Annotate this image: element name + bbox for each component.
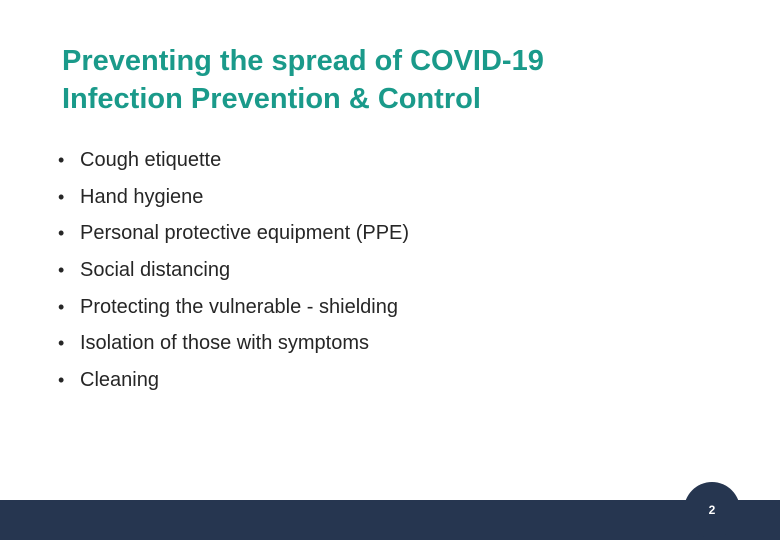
bullet-list [58,142,718,399]
bullet-icon: • [58,369,65,390]
page-number-badge [684,482,740,538]
bullet-icon: • [58,186,65,207]
bullet-icon: • [58,259,65,280]
bullet-text: Personal protective equipment (PPE) [80,222,410,245]
title-line-2: Infection Prevention & Control [62,83,481,115]
bullet-text: Cleaning [80,368,159,391]
bullet-text: Isolation of those with symptoms [80,332,370,355]
list-item [58,289,718,326]
list-item [58,325,718,362]
list-item [58,179,718,216]
bullet-icon: • [58,296,65,317]
title-line-1: Preventing the spread of COVID-19 [62,45,544,77]
bullet-text: Cough etiquette [80,148,222,171]
bullet-text: Hand hygiene [80,185,204,208]
list-item [58,252,718,289]
slide-title [62,42,742,118]
footer-bar [0,500,780,540]
list-item [58,362,718,399]
bullet-icon: • [58,333,65,354]
list-item [58,142,718,179]
bullet-text: Protecting the vulnerable - shielding [80,295,398,318]
page-number: 2 [708,503,716,517]
bullet-text: Social distancing [80,258,231,281]
bullet-icon: • [58,149,65,170]
list-item [58,215,718,252]
bullet-icon: • [58,223,65,244]
